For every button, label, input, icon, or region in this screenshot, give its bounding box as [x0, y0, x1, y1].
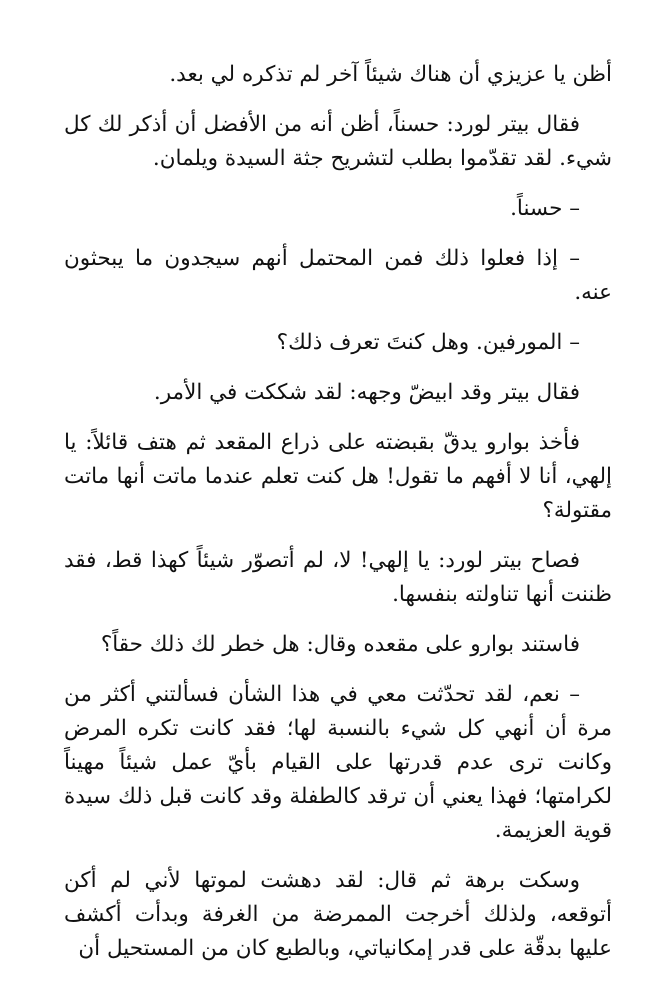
paragraph-7: وسكت برهة ثم قال: لقد دهشت لموتها لأني لم أكن أتوقعه، ولذلك أخرجت الممرضة من الغرفة وبدأت أكشف عليها بدقّة على قدر إمكانياتي، وبالطبع كان من المستحيل أن	[64, 868, 612, 961]
book-page	[64, 58, 612, 982]
dialogue-line-3: – المورفين. وهل كنتَ تعرف ذلك؟	[276, 330, 580, 355]
paragraph-2: فقال بيتر لورد: حسناً، أظن أنه من الأفضل أن أذكر لك كل شيء. لقد تقدّموا بطلب لتشريح جثة السيدة ويلمان.	[64, 112, 612, 171]
dialogue-line-4: – نعم، لقد تحدّثت معي في هذا الشأن فسألتني أكثر من مرة أن أنهي كل شيء بالنسبة لها؛ فقد كانت تكره المرض وكانت ترى عدم قدرتها على القيام بأيّ عمل شيئاً مهيناً لكرامتها؛ فهذا يعني أن ترقد كالطفلة وقد كانت قبل ذلك سيدة قوية العزيمة.	[64, 682, 612, 843]
paragraph-4: فأخذ بوارو يدقّ بقبضته على ذراع المقعد ثم هتف قائلاً: يا إلهي، أنا لا أفهم ما تقول! هل كنت تعلم عندما ماتت أنها ماتت مقتولة؟	[64, 430, 612, 523]
paragraph-5: فصاح بيتر لورد: يا إلهي! لا، لم أتصوّر شيئاً كهذا قط، فقد ظننت أنها تناولته بنفسها.	[64, 548, 612, 607]
dialogue-line-2: – إذا فعلوا ذلك فمن المحتمل أنهم سيجدون ما يبحثون عنه.	[64, 246, 612, 305]
dialogue-line-1: – حسناً.	[510, 196, 580, 221]
paragraph-1: أظن يا عزيزي أن هناك شيئاً آخر لم تذكره لي بعد.	[169, 62, 612, 87]
paragraph-6: فاستند بوارو على مقعده وقال: هل خطر لك ذلك حقاً؟	[100, 632, 580, 657]
paragraph-3: فقال بيتر وقد ابيضّ وجهه: لقد شككت في الأمر.	[153, 380, 580, 405]
